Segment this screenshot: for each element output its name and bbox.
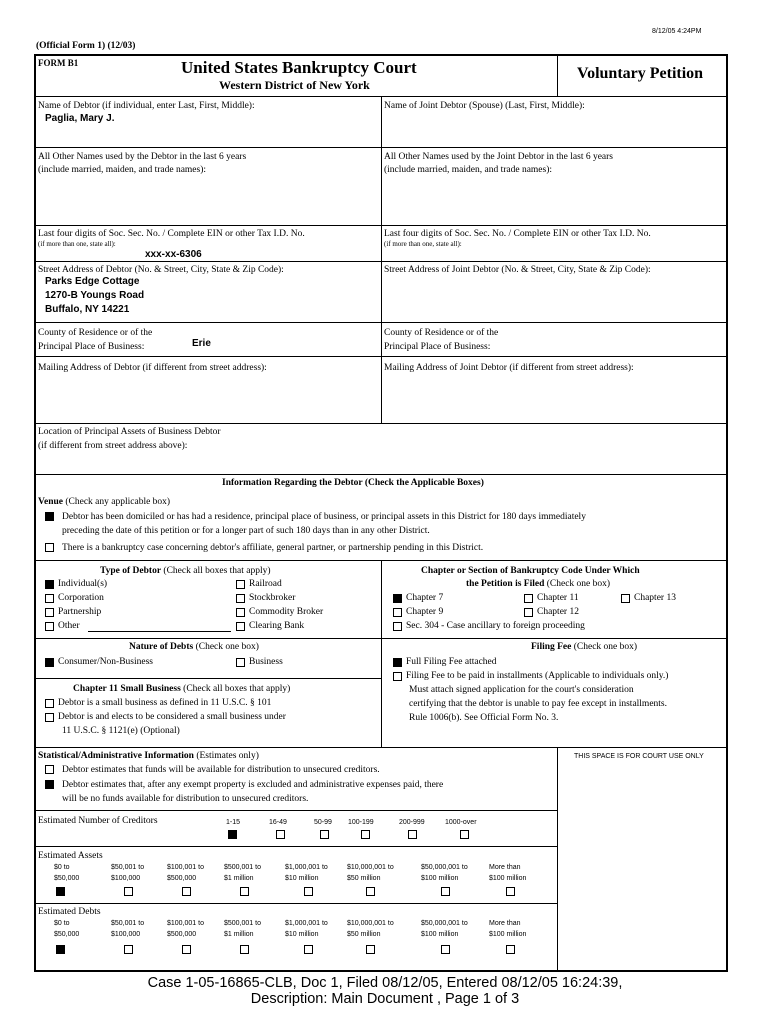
debtor-mailing-label: Mailing Address of Debtor (if different from street address): bbox=[38, 363, 267, 373]
joint-ssn-note: (if more than one, state all): bbox=[384, 240, 462, 248]
nature-consumer-checkbox[interactable] bbox=[45, 658, 54, 667]
creditors-1-15-checkbox[interactable] bbox=[228, 830, 237, 839]
sec-304-checkbox[interactable] bbox=[393, 622, 402, 631]
debtor-name-label: Name of Debtor (if individual, enter Last, First, Middle): bbox=[38, 101, 255, 111]
stats-no-funds-checkbox[interactable] bbox=[45, 780, 54, 789]
chapter-9-option[interactable]: Chapter 9 bbox=[393, 606, 443, 618]
asset-range-bottom: $50,000 bbox=[54, 875, 80, 882]
debts-50k-100k-checkbox[interactable] bbox=[124, 945, 133, 954]
chapter-12-checkbox[interactable] bbox=[524, 608, 533, 617]
debt-range-top: $50,000,001 to bbox=[421, 920, 468, 927]
asset-range-bottom: $1 million bbox=[224, 875, 254, 882]
debts-0-50k-checkbox[interactable] bbox=[56, 945, 65, 954]
asset-range-top: More than bbox=[489, 864, 521, 871]
debt-range-bottom: $100 million bbox=[489, 931, 527, 938]
joint-name-label: Name of Joint Debtor (Spouse) (Last, First, Middle): bbox=[384, 101, 585, 111]
chapter-13-checkbox[interactable] bbox=[621, 594, 630, 603]
debt-range-bottom: $500,000 bbox=[167, 931, 197, 938]
asset-range-top: $1,000,001 to bbox=[285, 864, 328, 871]
assets-label: Estimated Assets bbox=[38, 851, 103, 861]
nature-consumer-option[interactable]: Consumer/Non-Business bbox=[45, 656, 153, 668]
joint-county-label: County of Residence or of the bbox=[384, 328, 499, 338]
chapter-heading-2: the Petition is Filed (Check one box) bbox=[466, 579, 611, 589]
debtor-address-line-1: Parks Edge Cottage bbox=[45, 276, 140, 287]
creditors-100-199-checkbox[interactable] bbox=[361, 830, 370, 839]
court-name: United States Bankruptcy Court bbox=[181, 58, 417, 77]
creditor-range: 16-49 bbox=[269, 819, 287, 826]
type-partnership-option[interactable]: Partnership bbox=[45, 606, 101, 618]
debtor-address-line-3: Buffalo, NY 14221 bbox=[45, 304, 130, 315]
assets-1m-10m-checkbox[interactable] bbox=[304, 887, 313, 896]
debt-range-top: $100,001 to bbox=[167, 920, 204, 927]
venue-affiliate-text: There is a bankruptcy case concerning debtor's affiliate, general partner, or partnership pending in this District. bbox=[62, 543, 484, 553]
debts-1m-10m-checkbox[interactable] bbox=[304, 945, 313, 954]
type-railroad-option[interactable]: Railroad bbox=[236, 578, 282, 590]
chapter-12-option[interactable]: Chapter 12 bbox=[524, 606, 579, 618]
asset-range-bottom: $10 million bbox=[285, 875, 319, 882]
joint-other-names-label: All Other Names used by the Joint Debtor in the last 6 years bbox=[384, 152, 614, 162]
ch11-elect-checkbox[interactable] bbox=[45, 713, 54, 722]
debtor-ssn-label: Last four digits of Soc. Sec. No. / Complete EIN or other Tax I.D. No. bbox=[38, 229, 305, 239]
official-form-label: (Official Form 1) (12/03) bbox=[36, 41, 136, 51]
type-corporation-checkbox[interactable] bbox=[45, 594, 54, 603]
chapter-heading: Chapter or Section of Bankruptcy Code Under Which bbox=[421, 566, 640, 576]
fee-full-checkbox[interactable] bbox=[393, 658, 402, 667]
asset-range-bottom: $100 million bbox=[489, 875, 527, 882]
creditors-16-49-checkbox[interactable] bbox=[276, 830, 285, 839]
creditors-50-99-checkbox[interactable] bbox=[320, 830, 329, 839]
assets-500k-1m-checkbox[interactable] bbox=[240, 887, 249, 896]
type-other-option[interactable]: Other bbox=[45, 620, 80, 632]
print-timestamp: 8/12/05 4:24PM bbox=[652, 28, 702, 35]
venue-heading: Venue (Check any applicable box) bbox=[38, 497, 171, 507]
assets-10m-50m-checkbox[interactable] bbox=[366, 887, 375, 896]
type-individual-checkbox[interactable] bbox=[45, 580, 54, 589]
stats-no-funds-text-2: will be no funds available for distribution to unsecured creditors. bbox=[62, 794, 309, 804]
district-name: Western District of New York bbox=[219, 78, 370, 92]
nature-business-option[interactable]: Business bbox=[236, 656, 283, 668]
type-commodity-option[interactable]: Commodity Broker bbox=[236, 606, 323, 618]
asset-range-top: $50,000,001 to bbox=[421, 864, 468, 871]
chapter-11-option[interactable]: Chapter 11 bbox=[524, 592, 579, 604]
debts-100k-500k-checkbox[interactable] bbox=[182, 945, 191, 954]
case-footer-line-2: Description: Main Document , Page 1 of 3 bbox=[250, 991, 520, 1007]
stats-funds-checkbox[interactable] bbox=[45, 765, 54, 774]
fee-full-option[interactable]: Full Filing Fee attached bbox=[393, 656, 497, 668]
debt-range-top: $10,000,001 to bbox=[347, 920, 394, 927]
type-other-checkbox[interactable] bbox=[45, 622, 54, 631]
fee-install-text-2: Must attach signed application for the court's consideration bbox=[409, 685, 634, 695]
fee-install-text-3: certifying that the debtor is unable to pay fee except in installments. bbox=[409, 699, 668, 709]
venue-domicile-text-2: preceding the date of this petition or for a longer part of such 180 days than in any other District. bbox=[62, 526, 430, 536]
ch11-small-option[interactable]: Debtor is a small business as defined in 11 U.S.C. § 101 bbox=[45, 697, 271, 709]
debtor-address-label: Street Address of Debtor (No. & Street, City, State & Zip Code): bbox=[38, 265, 284, 275]
assets-50m-100m-checkbox[interactable] bbox=[441, 887, 450, 896]
assets-over-100m-checkbox[interactable] bbox=[506, 887, 515, 896]
creditor-range: 50-99 bbox=[314, 819, 332, 826]
location-hint: (if different from street address above): bbox=[38, 441, 188, 451]
fee-install-option[interactable]: Filing Fee to be paid in installments (Applicable to individuals only.) bbox=[393, 670, 668, 682]
creditors-200-999-checkbox[interactable] bbox=[408, 830, 417, 839]
nature-heading: Nature of Debts (Check one box) bbox=[129, 642, 259, 652]
chapter-7-option[interactable]: Chapter 7 bbox=[393, 592, 443, 604]
debt-range-bottom: $10 million bbox=[285, 931, 319, 938]
form-id: FORM B1 bbox=[38, 58, 79, 68]
ch11-elect-text-2: 11 U.S.C. § 1121(e) (Optional) bbox=[62, 726, 180, 736]
debt-range-bottom: $50,000 bbox=[54, 931, 80, 938]
debtor-county-label-2: Principal Place of Business: bbox=[38, 342, 145, 352]
debtor-other-names-label: All Other Names used by the Debtor in the last 6 years bbox=[38, 152, 247, 162]
fee-install-text-4: Rule 1006(b). See Official Form No. 3. bbox=[409, 713, 559, 723]
chapter-7-checkbox[interactable] bbox=[393, 594, 402, 603]
type-clearing-option[interactable]: Clearing Bank bbox=[236, 620, 304, 632]
type-stockbroker-option[interactable]: Stockbroker bbox=[236, 592, 295, 604]
asset-range-top: $50,001 to bbox=[111, 864, 145, 871]
debt-range-bottom: $100 million bbox=[421, 931, 459, 938]
debt-range-top: $500,001 to bbox=[224, 920, 261, 927]
debtor-ssn-note: (if more than one, state all): bbox=[38, 240, 116, 248]
debt-range-top: More than bbox=[489, 920, 521, 927]
asset-range-top: $0 to bbox=[54, 864, 70, 871]
ch11-small-checkbox[interactable] bbox=[45, 699, 54, 708]
asset-range-bottom: $100 million bbox=[421, 875, 459, 882]
creditor-range: 1000-over bbox=[445, 819, 477, 826]
case-footer-line-1: Case 1-05-16865-CLB, Doc 1, Filed 08/12/05, Entered 08/12/05 16:24:39, bbox=[147, 975, 623, 991]
venue-domicile-checkbox[interactable] bbox=[45, 512, 54, 521]
debtor-county-label: County of Residence or of the bbox=[38, 328, 153, 338]
chapter-9-checkbox[interactable] bbox=[393, 608, 402, 617]
joint-mailing-label: Mailing Address of Joint Debtor (if different from street address): bbox=[384, 363, 634, 373]
type-railroad-checkbox[interactable] bbox=[236, 580, 245, 589]
asset-range-bottom: $50 million bbox=[347, 875, 381, 882]
creditors-1000-over-checkbox[interactable] bbox=[460, 830, 469, 839]
fee-heading: Filing Fee (Check one box) bbox=[531, 642, 638, 652]
type-other-underline bbox=[88, 631, 231, 632]
assets-50k-100k-checkbox[interactable] bbox=[124, 887, 133, 896]
debtor-ssn: xxx-xx-6306 bbox=[145, 249, 202, 260]
asset-range-top: $500,001 to bbox=[224, 864, 261, 871]
debt-range-top: $1,000,001 to bbox=[285, 920, 328, 927]
debt-range-bottom: $1 million bbox=[224, 931, 254, 938]
nature-business-checkbox[interactable] bbox=[236, 658, 245, 667]
debtor-other-names-hint: (include married, maiden, and trade names): bbox=[38, 165, 207, 175]
ch11-elect-option[interactable]: Debtor is and elects to be considered a small business under bbox=[45, 711, 286, 723]
debtor-address-line-2: 1270-B Youngs Road bbox=[45, 290, 145, 301]
creditor-range: 100-199 bbox=[348, 819, 374, 826]
court-use-label: THIS SPACE IS FOR COURT USE ONLY bbox=[574, 753, 704, 760]
debts-over-100m-checkbox[interactable] bbox=[506, 945, 515, 954]
creditors-label: Estimated Number of Creditors bbox=[38, 816, 158, 826]
type-partnership-checkbox[interactable] bbox=[45, 608, 54, 617]
creditor-range: 200-999 bbox=[399, 819, 425, 826]
joint-other-names-hint: (include married, maiden, and trade names): bbox=[384, 165, 553, 175]
info-heading: Information Regarding the Debtor (Check the Applicable Boxes) bbox=[222, 478, 484, 488]
joint-address-label: Street Address of Joint Debtor (No. & Street, City, State & Zip Code): bbox=[384, 265, 651, 275]
type-individual-option[interactable]: Individual(s) bbox=[45, 578, 107, 590]
chapter-13-option[interactable]: Chapter 13 bbox=[621, 592, 676, 604]
assets-100k-500k-checkbox[interactable] bbox=[182, 887, 191, 896]
debts-500k-1m-checkbox[interactable] bbox=[240, 945, 249, 954]
chapter-11-checkbox[interactable] bbox=[524, 594, 533, 603]
type-corporation-option[interactable]: Corporation bbox=[45, 592, 104, 604]
stats-no-funds-text: Debtor estimates that, after any exempt property is excluded and administrative expenses paid, there bbox=[62, 780, 444, 790]
type-clearing-checkbox[interactable] bbox=[236, 622, 245, 631]
location-label: Location of Principal Assets of Business Debtor bbox=[38, 427, 221, 437]
debts-10m-50m-checkbox[interactable] bbox=[366, 945, 375, 954]
fee-install-checkbox[interactable] bbox=[393, 672, 402, 681]
assets-0-50k-checkbox[interactable] bbox=[56, 887, 65, 896]
type-stockbroker-checkbox[interactable] bbox=[236, 594, 245, 603]
ch11-heading: Chapter 11 Small Business (Check all boxes that apply) bbox=[73, 684, 291, 694]
debts-label: Estimated Debts bbox=[38, 907, 101, 917]
asset-range-top: $100,001 to bbox=[167, 864, 204, 871]
sec-304-option[interactable]: Sec. 304 - Case ancillary to foreign proceeding bbox=[393, 620, 585, 632]
joint-ssn-label: Last four digits of Soc. Sec. No. / Complete EIN or other Tax I.D. No. bbox=[384, 229, 651, 239]
stats-funds-text: Debtor estimates that funds will be available for distribution to unsecured creditors. bbox=[62, 765, 380, 775]
petition-type-title: Voluntary Petition bbox=[577, 65, 704, 82]
debtor-county: Erie bbox=[192, 338, 211, 349]
venue-affiliate-checkbox[interactable] bbox=[45, 543, 54, 552]
debtor-name: Paglia, Mary J. bbox=[45, 113, 115, 124]
asset-range-bottom: $100,000 bbox=[111, 875, 141, 882]
type-commodity-checkbox[interactable] bbox=[236, 608, 245, 617]
stats-heading: Statistical/Administrative Information (Estimates only) bbox=[38, 751, 259, 761]
debt-range-bottom: $100,000 bbox=[111, 931, 141, 938]
asset-range-top: $10,000,001 to bbox=[347, 864, 394, 871]
debt-range-bottom: $50 million bbox=[347, 931, 381, 938]
debt-range-top: $0 to bbox=[54, 920, 70, 927]
debts-50m-100m-checkbox[interactable] bbox=[441, 945, 450, 954]
joint-county-label-2: Principal Place of Business: bbox=[384, 342, 491, 352]
venue-domicile-text: Debtor has been domiciled or has had a residence, principal place of business, or principal assets in this District for 180 days immediately bbox=[62, 512, 586, 522]
debtor-type-heading: Type of Debtor (Check all boxes that apply) bbox=[100, 566, 271, 576]
asset-range-bottom: $500,000 bbox=[167, 875, 197, 882]
debt-range-top: $50,001 to bbox=[111, 920, 145, 927]
creditor-range: 1-15 bbox=[226, 819, 241, 826]
